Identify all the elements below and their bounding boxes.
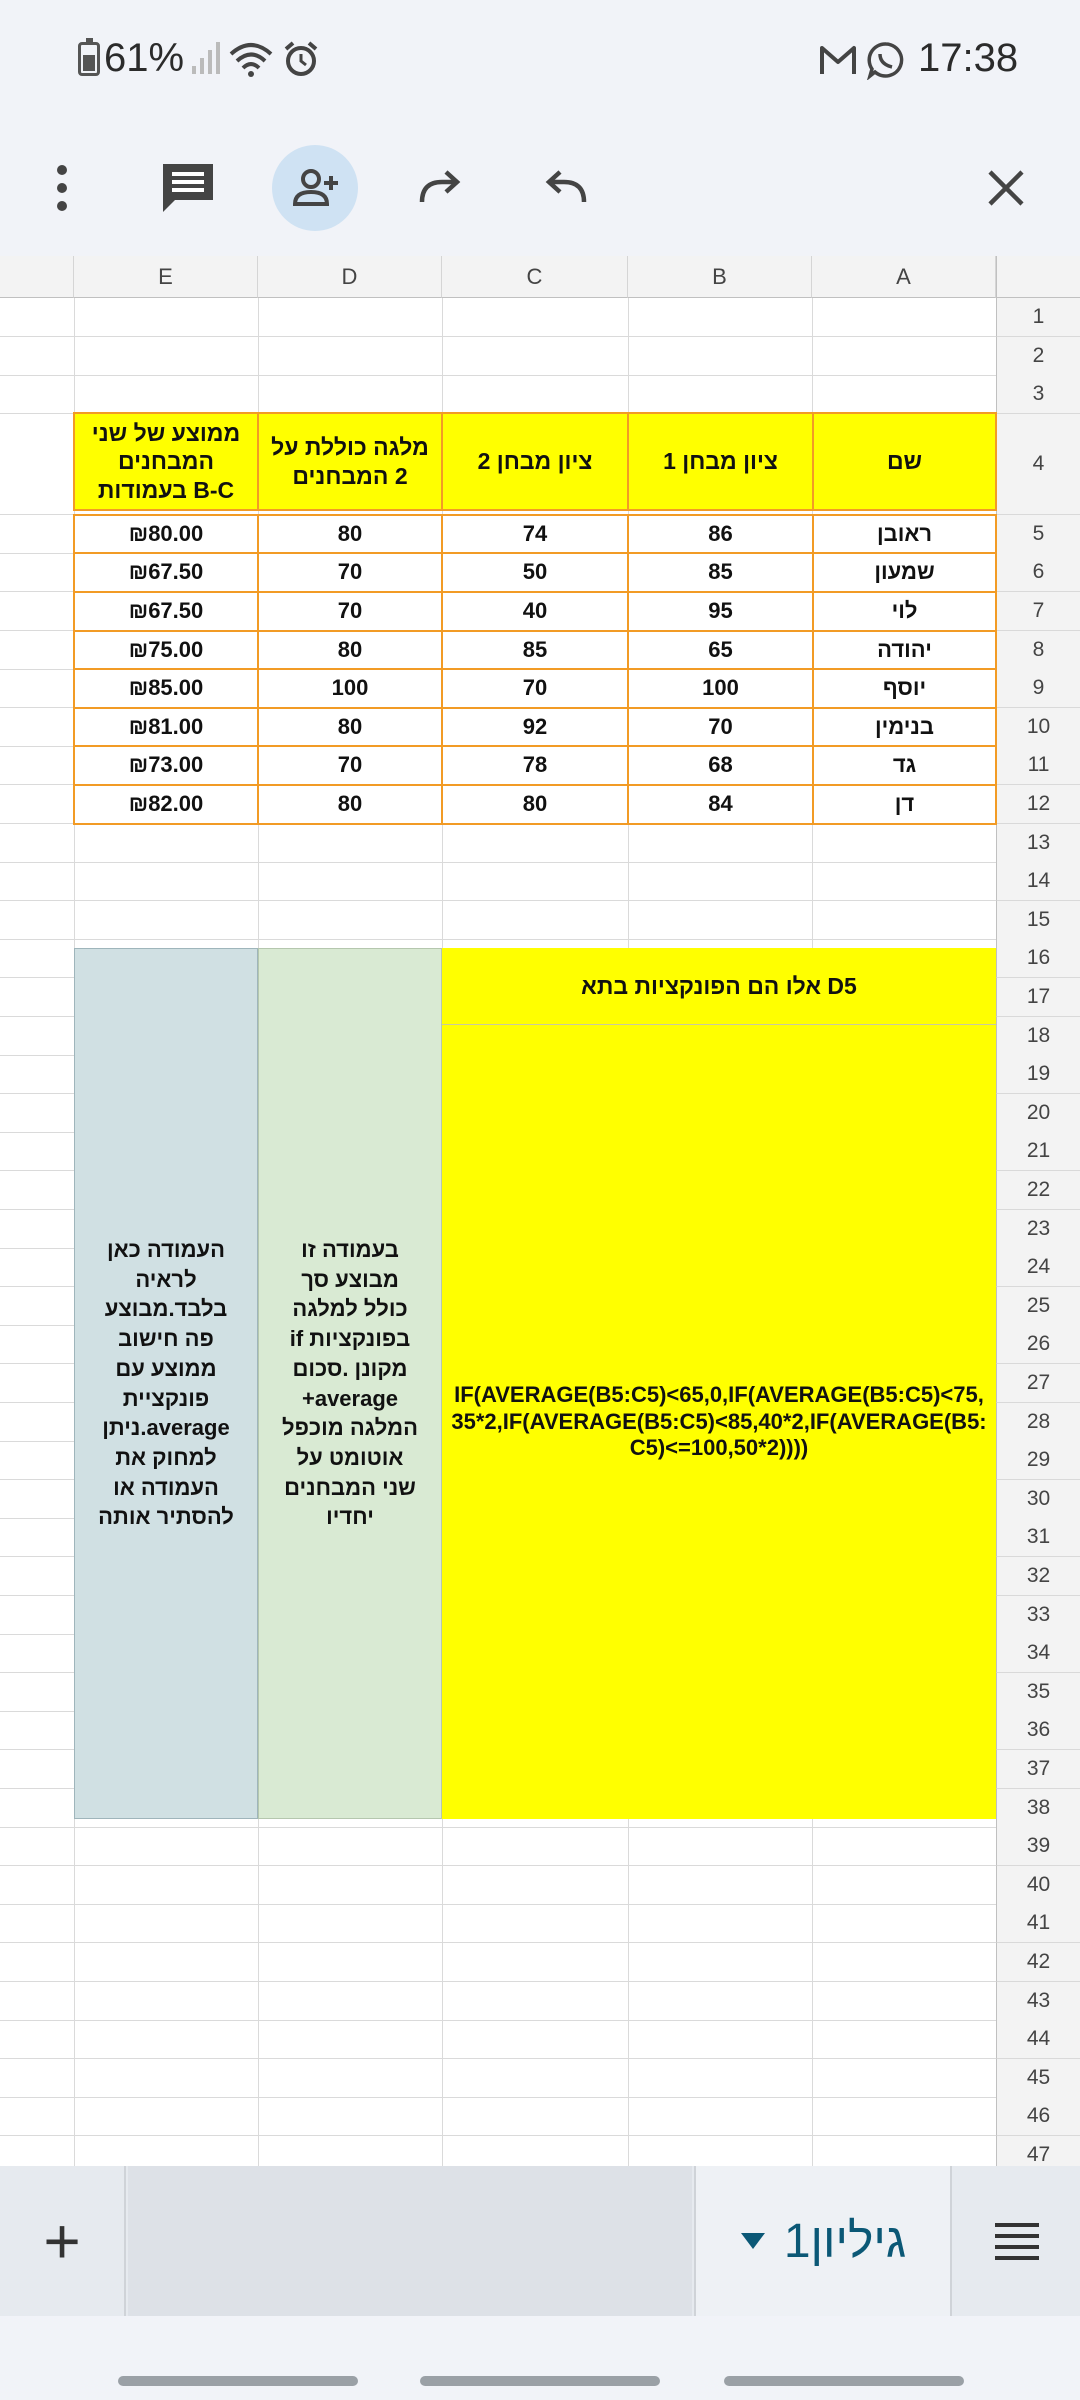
table-cell-e[interactable]: ₪73.00: [73, 745, 259, 786]
row-header[interactable]: 18: [996, 1017, 1080, 1056]
table-cell-d[interactable]: 80: [257, 514, 443, 555]
spreadsheet-grid[interactable]: [0, 256, 1080, 2166]
row-header[interactable]: 13: [996, 824, 1080, 863]
table-cell-c[interactable]: 50: [441, 552, 629, 593]
header-cell-scholarship[interactable]: מלגה כוללת על 2 המבחנים: [257, 412, 443, 511]
table-cell-b[interactable]: 68: [627, 745, 814, 786]
table-cell-c[interactable]: 80: [441, 784, 629, 825]
row-header[interactable]: 47: [996, 2136, 1080, 2166]
row-header[interactable]: 41: [996, 1904, 1080, 1943]
grid-row: [0, 375, 996, 414]
grid-row: [0, 862, 996, 901]
all-sheets-button[interactable]: [954, 2166, 1080, 2316]
row-header[interactable]: 25: [996, 1287, 1080, 1326]
row-header[interactable]: 35: [996, 1673, 1080, 1712]
add-sheet-button[interactable]: [0, 2166, 126, 2316]
table-cell-b[interactable]: 95: [627, 591, 814, 632]
sheets-list-icon: [994, 2221, 1040, 2261]
table-cell-b[interactable]: 86: [627, 514, 814, 555]
nav-recents-handle[interactable]: [724, 2376, 964, 2386]
table-cell-a[interactable]: לוי: [812, 591, 997, 632]
table-cell-c[interactable]: 85: [441, 630, 629, 671]
sheets-bottom-bar: [0, 2166, 1080, 2316]
table-cell-e[interactable]: ₪80.00: [73, 514, 259, 555]
row-header[interactable]: 42: [996, 1943, 1080, 1982]
table-cell-b[interactable]: 70: [627, 707, 814, 748]
nav-home-handle[interactable]: [420, 2376, 660, 2386]
row-header[interactable]: 14: [996, 862, 1080, 901]
row-header[interactable]: 43: [996, 1982, 1080, 2021]
row-header[interactable]: 22: [996, 1171, 1080, 1210]
table-cell-c[interactable]: 40: [441, 591, 629, 632]
column-header-e[interactable]: E: [74, 256, 258, 298]
comment-icon: [159, 160, 217, 216]
row-header[interactable]: 32: [996, 1557, 1080, 1596]
battery-icon: [78, 42, 100, 76]
table-cell-d[interactable]: 80: [257, 630, 443, 671]
column-e-note-cell[interactable]: העמודה כאן לראיה בלבד.מבוצע פה חישוב ממוצע עם פונקציית average.ניתן למחוק את העמודה או להסתיר אותה: [74, 948, 258, 1819]
dropdown-arrow-icon: [740, 2232, 766, 2250]
table-cell-d[interactable]: 100: [257, 668, 443, 709]
table-cell-a[interactable]: ראובן: [812, 514, 997, 555]
column-header-b[interactable]: B: [628, 256, 812, 298]
row-header[interactable]: 45: [996, 2059, 1080, 2098]
table-cell-c[interactable]: 70: [441, 668, 629, 709]
row-header[interactable]: 16: [996, 939, 1080, 978]
undo-button[interactable]: [516, 120, 616, 256]
table-cell-e[interactable]: ₪85.00: [73, 668, 259, 709]
formula-title-cell[interactable]: אלו הם הפונקציות בתא D5: [442, 948, 996, 1025]
add-person-icon: [291, 168, 339, 208]
column-header-a[interactable]: A: [812, 256, 996, 298]
sheet-tab-label: גיליון1: [783, 2214, 907, 2268]
table-cell-a[interactable]: בנימין: [812, 707, 997, 748]
column-header-c[interactable]: C: [442, 256, 628, 298]
table-cell-d[interactable]: 70: [257, 745, 443, 786]
grid-row: [0, 337, 996, 376]
row-header[interactable]: 33: [996, 1596, 1080, 1635]
grid-row: [0, 901, 996, 940]
table-cell-d[interactable]: 70: [257, 591, 443, 632]
status-bar: [0, 0, 1080, 120]
plus-icon: +: [43, 2205, 81, 2277]
table-cell-c[interactable]: 92: [441, 707, 629, 748]
grid-row: [0, 1904, 996, 1943]
close-icon: [986, 168, 1026, 208]
more-vert-icon: [55, 164, 69, 212]
grid-row: [0, 1982, 996, 2021]
row-header[interactable]: 27: [996, 1364, 1080, 1403]
grid-row: [0, 2097, 996, 2136]
grid-row: [0, 824, 996, 863]
table-cell-e[interactable]: ₪82.00: [73, 784, 259, 825]
header-cell-test2[interactable]: ציון מבחן 2: [441, 412, 629, 511]
row-header[interactable]: 2: [996, 337, 1080, 376]
select-all-corner[interactable]: [996, 256, 1080, 298]
table-cell-a[interactable]: יהודה: [812, 630, 997, 671]
undo-icon: [542, 168, 590, 208]
redo-button[interactable]: [390, 120, 490, 256]
grid-row: [0, 298, 996, 337]
column-d-note-cell[interactable]: בעמודה זו מבוצע סך כולל למלגה בפונקציות if מקונן .סכום average+ המלגה מוכפל אוטומט על שני המבחנים יחדיו: [258, 948, 442, 1819]
close-button[interactable]: [956, 120, 1056, 256]
battery-percent: 61%: [104, 36, 185, 80]
row-header[interactable]: 9: [996, 669, 1080, 708]
table-cell-b[interactable]: 100: [627, 668, 814, 709]
column-header-d[interactable]: D: [258, 256, 442, 298]
grid-row: [0, 2020, 996, 2059]
whatsapp-icon: [866, 40, 906, 80]
table-cell-e[interactable]: ₪81.00: [73, 707, 259, 748]
row-header[interactable]: 46: [996, 2097, 1080, 2136]
alarm-icon: [282, 40, 320, 78]
table-cell-b[interactable]: 85: [627, 552, 814, 593]
row-header[interactable]: 1: [996, 298, 1080, 337]
row-header[interactable]: 7: [996, 592, 1080, 631]
row-header[interactable]: 10: [996, 708, 1080, 747]
table-cell-a[interactable]: שמעון: [812, 552, 997, 593]
table-cell-c[interactable]: 74: [441, 514, 629, 555]
row-header[interactable]: 24: [996, 1248, 1080, 1287]
row-header[interactable]: 19: [996, 1055, 1080, 1094]
row-header[interactable]: 37: [996, 1750, 1080, 1789]
row-header[interactable]: 30: [996, 1480, 1080, 1519]
row-header[interactable]: 8: [996, 631, 1080, 670]
header-cell-name[interactable]: שם: [812, 412, 997, 511]
redo-icon: [416, 168, 464, 208]
row-header[interactable]: 29: [996, 1441, 1080, 1480]
grid-row: [0, 2059, 996, 2098]
grid-row: [0, 1943, 996, 1982]
corner-cell: [0, 256, 74, 298]
row-header[interactable]: 15: [996, 901, 1080, 940]
row-header[interactable]: 26: [996, 1325, 1080, 1364]
table-cell-c[interactable]: 78: [441, 745, 629, 786]
table-cell-e[interactable]: ₪75.00: [73, 630, 259, 671]
more-options-button[interactable]: [12, 120, 112, 256]
table-cell-a[interactable]: גד: [812, 745, 997, 786]
formula-cell[interactable]: IF(AVERAGE(B5:C5)<65,0,IF(AVERAGE(B5:C5)<75,35*2,IF(AVERAGE(B5:C5)<85,40*2,IF(AVERAGE(B5:C5)<=100,50*2)))): [442, 1025, 996, 1819]
table-cell-e[interactable]: ₪67.50: [73, 552, 259, 593]
table-cell-d[interactable]: 70: [257, 552, 443, 593]
table-cell-d[interactable]: 80: [257, 707, 443, 748]
row-header[interactable]: 28: [996, 1403, 1080, 1442]
row-header[interactable]: 36: [996, 1711, 1080, 1750]
row-header[interactable]: 12: [996, 785, 1080, 824]
grid-row: [0, 1827, 996, 1866]
nav-back-handle[interactable]: [118, 2376, 358, 2386]
row-header[interactable]: 23: [996, 1210, 1080, 1249]
row-header[interactable]: 17: [996, 978, 1080, 1017]
row-header[interactable]: 21: [996, 1132, 1080, 1171]
sheet-tab-active[interactable]: [694, 2166, 952, 2316]
row-header[interactable]: 40: [996, 1866, 1080, 1905]
grid-row: [0, 2136, 996, 2166]
row-header[interactable]: 6: [996, 553, 1080, 592]
row-header[interactable]: 38: [996, 1789, 1080, 1828]
system-navigation-bar: [0, 2316, 1080, 2400]
clock: 17:38: [918, 36, 1019, 80]
row-header[interactable]: 44: [996, 2020, 1080, 2059]
share-button[interactable]: [265, 120, 365, 256]
row-header[interactable]: 3: [996, 375, 1080, 414]
toolbar: [0, 120, 1080, 256]
sheet-tabs-area: [128, 2166, 692, 2316]
row-header[interactable]: 5: [996, 515, 1080, 554]
table-cell-b[interactable]: 65: [627, 630, 814, 671]
row-header[interactable]: 4: [996, 414, 1080, 515]
table-cell-b[interactable]: 84: [627, 784, 814, 825]
gmail-icon: [818, 44, 858, 76]
table-cell-d[interactable]: 80: [257, 784, 443, 825]
grid-row: [0, 1866, 996, 1905]
row-header[interactable]: 34: [996, 1634, 1080, 1673]
row-header[interactable]: 39: [996, 1827, 1080, 1866]
row-header[interactable]: 20: [996, 1094, 1080, 1133]
header-cell-average[interactable]: ממוצע של שני המבחנים בעמודות B-C: [73, 412, 259, 511]
signal-icon: [190, 40, 222, 76]
table-cell-e[interactable]: ₪67.50: [73, 591, 259, 632]
row-header[interactable]: 11: [996, 746, 1080, 785]
header-cell-test1[interactable]: ציון מבחן 1: [627, 412, 814, 511]
wifi-icon: [228, 40, 274, 78]
comments-button[interactable]: [138, 120, 238, 256]
row-header[interactable]: 31: [996, 1518, 1080, 1557]
table-cell-a[interactable]: דן: [812, 784, 997, 825]
table-cell-a[interactable]: יוסף: [812, 668, 997, 709]
